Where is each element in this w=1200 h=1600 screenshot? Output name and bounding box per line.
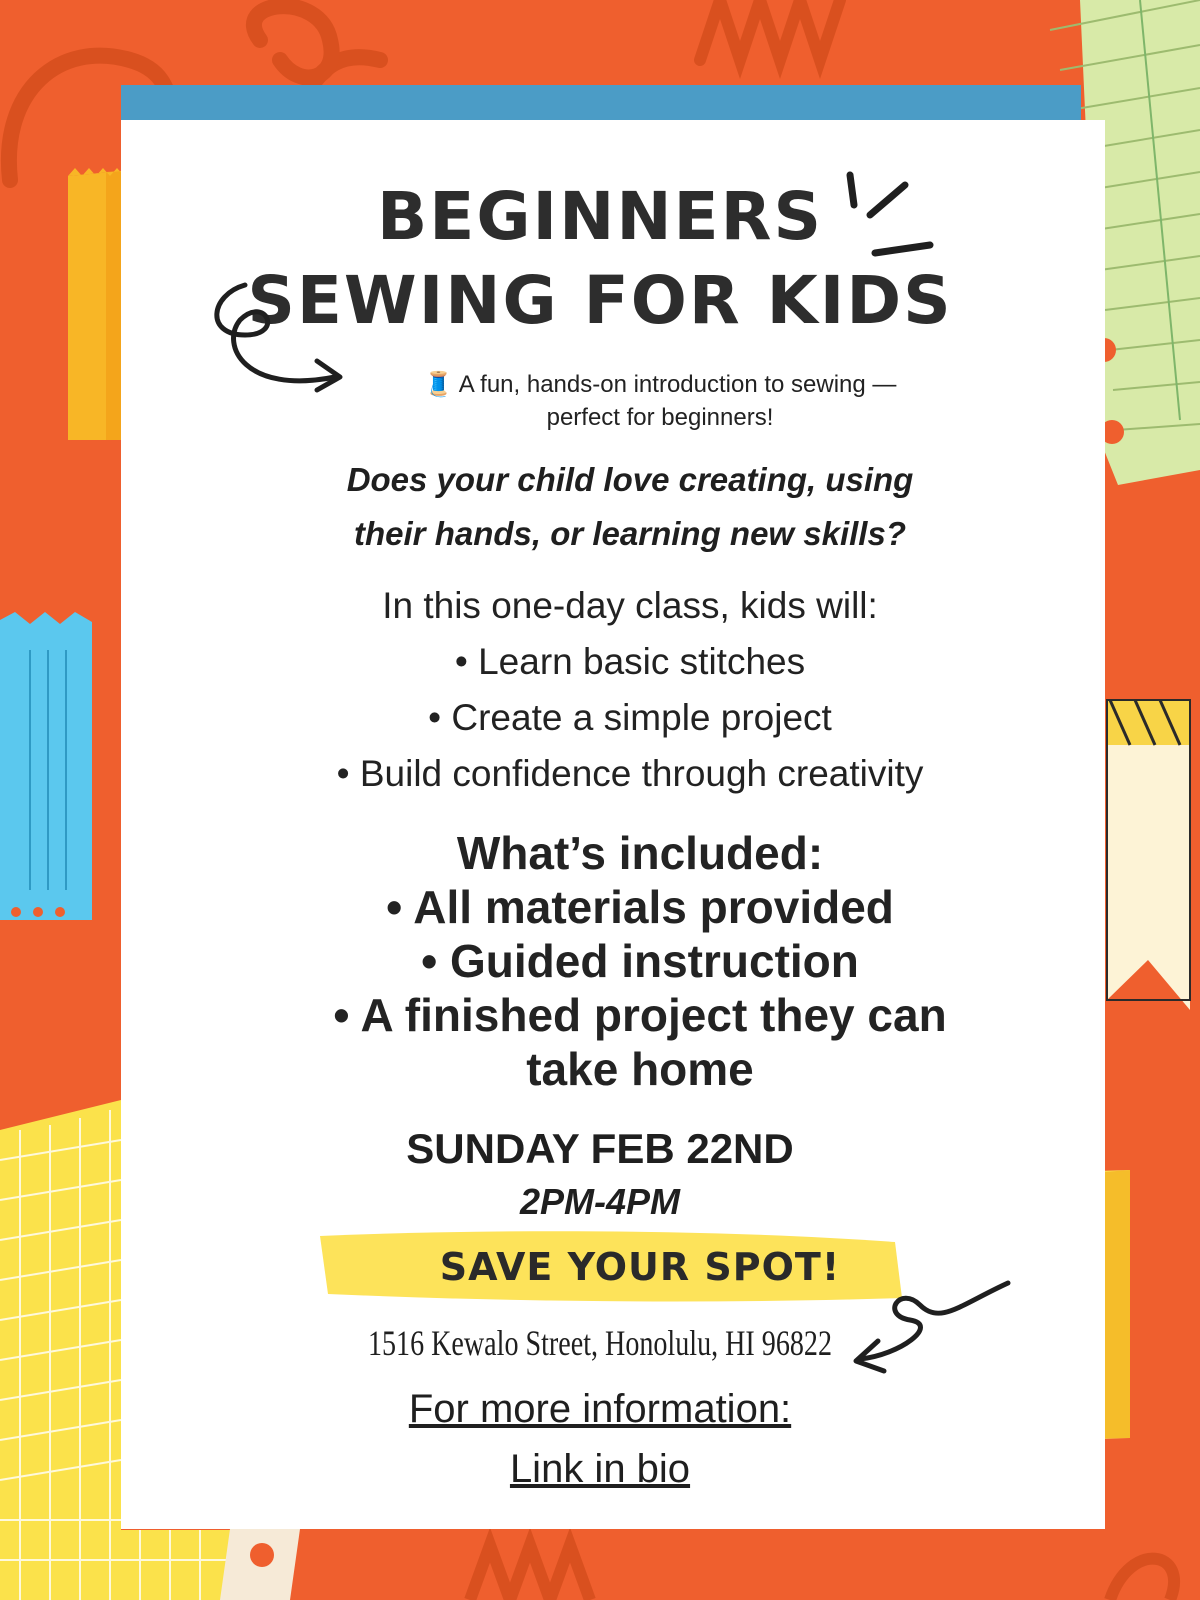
title-line-1: BEGINNERS bbox=[376, 178, 824, 255]
included-item: • Guided instruction bbox=[421, 935, 859, 987]
learn-heading: In this one-day class, kids will: bbox=[382, 585, 878, 626]
included-item: take home bbox=[526, 1043, 754, 1095]
learn-item: • Learn basic stitches bbox=[454, 641, 806, 682]
save-your-spot-button[interactable]: SAVE YOUR SPOT! bbox=[439, 1245, 841, 1289]
learn-section bbox=[230, 578, 1030, 802]
event-date: SUNDAY FEB 22ND bbox=[406, 1125, 794, 1172]
curly-arrow-right-icon bbox=[840, 1275, 1020, 1385]
curly-arrow-icon bbox=[205, 275, 375, 405]
link-in-bio[interactable]: Link in bio bbox=[509, 1447, 691, 1491]
title-line-2: SEWING FOR KIDS bbox=[247, 262, 953, 339]
blue-paper-left bbox=[0, 612, 92, 920]
learn-item: • Create a simple project bbox=[428, 697, 832, 738]
scribble-top-mid bbox=[254, 6, 332, 77]
intro-line-2: perfect for beginners! bbox=[546, 404, 774, 431]
sparkle-lines-icon bbox=[830, 165, 940, 265]
scribble-bottom-right bbox=[1110, 1559, 1174, 1600]
learn-item: • Build confidence through creativity bbox=[336, 753, 924, 794]
intro-line-1: 🧵 A fun, hands-on introduction to sewing — bbox=[423, 371, 897, 398]
included-item: • All materials provided bbox=[386, 881, 894, 933]
question-line-1: Does your child love creating, using bbox=[346, 461, 914, 498]
included-item: • A finished project they can bbox=[333, 989, 947, 1041]
question-line-2: their hands, or learning new skills? bbox=[354, 515, 906, 552]
scribble-bottom bbox=[470, 1545, 590, 1600]
card-top-band bbox=[121, 85, 1081, 125]
cream-tag-right bbox=[1107, 700, 1190, 1010]
intro-text bbox=[360, 368, 960, 434]
question-text bbox=[230, 453, 1030, 561]
included-heading: What’s included: bbox=[456, 827, 824, 879]
address: 1516 Kewalo Street, Honolulu, HI 96822 bbox=[367, 1323, 833, 1363]
event-time: 2PM-4PM bbox=[519, 1181, 681, 1222]
scribble-top-right bbox=[700, 0, 840, 60]
more-info-label: For more information: bbox=[408, 1387, 792, 1431]
included-section bbox=[230, 826, 1050, 1096]
